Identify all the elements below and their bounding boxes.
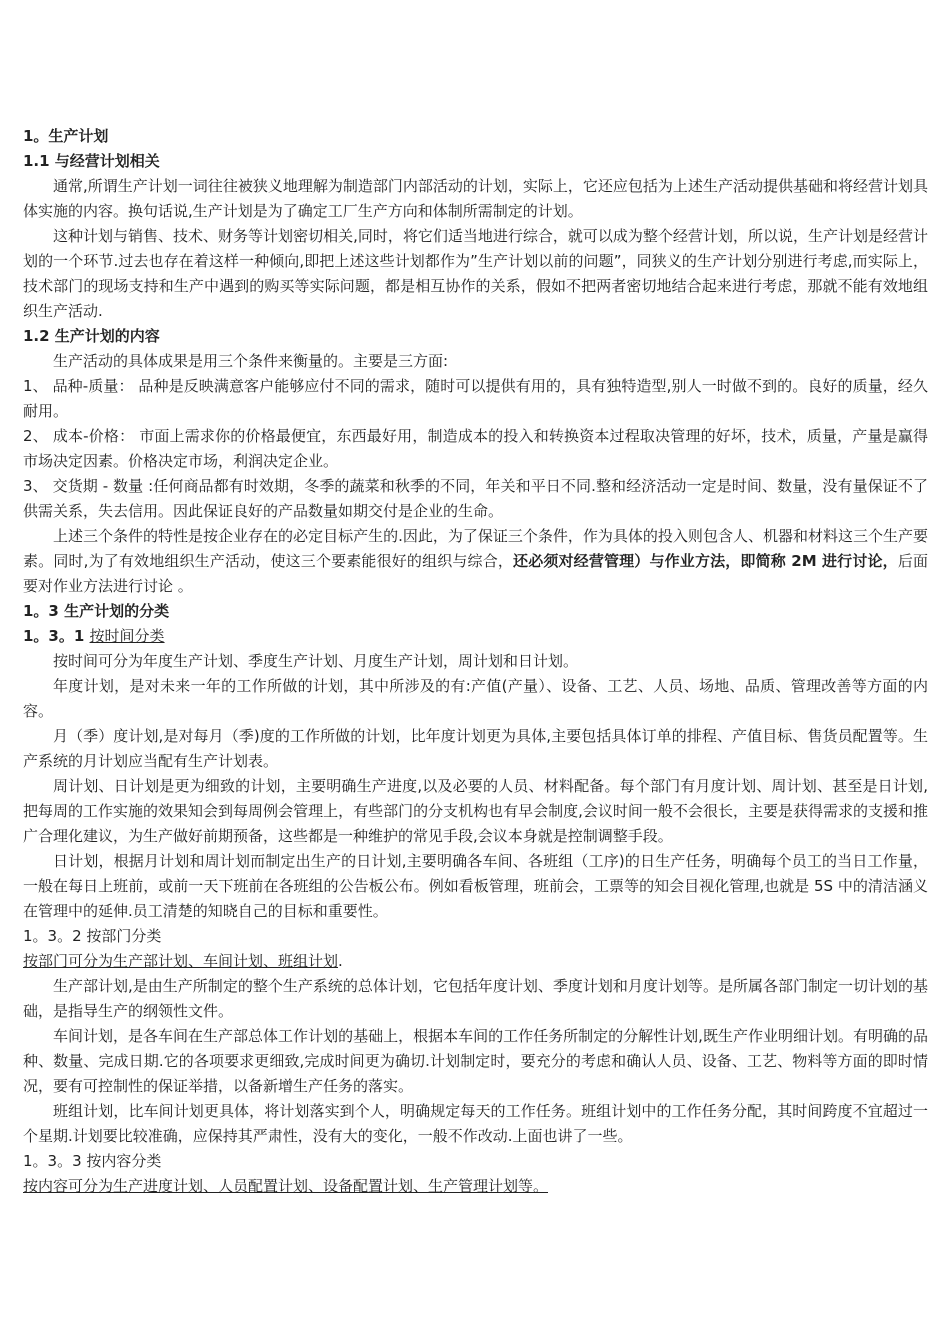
section-heading-1: 1。生产计划	[23, 127, 109, 145]
subsection-heading-1-3-3: 1。3。3 按内容分类	[23, 1152, 162, 1170]
subsection-heading-1-3-2: 1。3。2 按部门分类	[23, 927, 162, 945]
paragraph: 生产部计划,是由生产所制定的整个生产系统的总体计划，它包括年度计划、季度计划和月度计划等。是所属各部门制定一切计划的基础，是指导生产的纲领性文件。	[23, 977, 928, 1020]
paragraph: 车间计划，是各车间在生产部总体工作计划的基础上，根据本车间的工作任务所制定的分解性计划,既生产作业明细计划。有明确的品种、数量、完成日期.它的各项要求更细致,完成时间更为确切.计划制定时，要充分的考虑和确认人员、设备、工艺、物料等方面的即时情况，要有可控制性的保证举措，以备新增生产任务的落实。	[23, 1027, 928, 1095]
bold-text-run: 还必须对经营管理）与作业方法，即简称 2M 进行讨论，	[513, 552, 898, 570]
paragraph: 班组计划，比车间计划更具体，将计划落实到个人，明确规定每天的工作任务。班组计划中的工作任务分配，其时间跨度不宜超过一个星期.计划要比较准确，应保持其严肃性，没有大的变化，一般不作改动.上面也讲了一些。	[23, 1102, 928, 1145]
list-item: 2、 成本-价格： 市面上需求你的价格最便宜，东西最好用，制造成本的投入和转换资本过程取决管理的好坏，技术，质量，产量是赢得市场决定因素。价格决定市场，利润决定企业。	[23, 427, 928, 470]
subsection-heading-1-3-1	[23, 624, 928, 649]
text-run: 后面要对作业方法进行讨论 。	[23, 552, 928, 595]
section-heading-1-3: 1。3 生产计划的分类	[23, 602, 170, 620]
paragraph: 这种计划与销售、技术、财务等计划密切相关,同时，将它们适当地进行综合，就可以成为整个经营计划，所以说，生产计划是经营计划的一个环节.过去也存在着这样一种倾向,即把上述这些计划都作为”生产计划以前的问题”，同狭义的生产计划分别进行考虑,而实际上，技术部门的现场支持和生产中遇到的购买等实际问题，都是相互协作的关系，假如不把两者密切地结合起来进行考虑，那就不能有效地组织生产活动.	[23, 227, 928, 320]
paragraph: 通常,所谓生产计划一词往往被狭义地理解为制造部门内部活动的计划，实际上，它还应包括为上述生产活动提供基础和将经营计划具体实施的内容。换句话说,生产计划是为了确定工厂生产方向和体制所需制定的计划。	[23, 177, 928, 220]
list-item: 1、 品种-质量： 品种是反映满意客户能够应付不同的需求，随时可以提供有用的，具有独特造型,别人一时做不到的。良好的质量，经久耐用。	[23, 377, 928, 420]
underlined-summary: 按部门可分为生产部计划、车间计划、班组计划	[23, 952, 339, 970]
summary-line	[23, 949, 928, 974]
summary-line	[23, 1174, 928, 1199]
subsection-title: 按时间分类	[89, 627, 165, 645]
paragraph: 月（季）度计划,是对每月（季)度的工作所做的计划，比年度计划更为具体,主要包括具体订单的排程、产值目标、售货员配置等。生产系统的月计划应当配有生产计划表。	[23, 727, 928, 770]
document-page	[23, 124, 928, 1199]
paragraph: 年度计划，是对未来一年的工作所做的计划，其中所涉及的有:产值(产量）、设备、工艺、人员、场地、品质、管理改善等方面的内容。	[23, 677, 928, 720]
text-run: .	[338, 952, 343, 970]
subsection-number: 1。3。1	[23, 627, 90, 645]
section-heading-1-1: 1.1 与经营计划相关	[23, 152, 160, 170]
paragraph	[23, 524, 928, 599]
paragraph: 周计划、日计划是更为细致的计划，主要明确生产进度,以及必要的人员、材料配备。每个部门有月度计划、周计划、甚至是日计划,把每周的工作实施的效果知会到每周例会管理上，有些部门的分支机构也有早会制度,会议时间一般不会很长，主要是获得需求的支援和推广合理化建议，为生产做好前期预备，这些都是一种维护的常见手段,会议本身就是控制调整手段。	[23, 777, 928, 845]
paragraph: 生产活动的具体成果是用三个条件来衡量的。主要是三方面:	[53, 352, 449, 370]
text-run: 上述三个条件的特性是按企业存在的必定目标产生的.因此，为了保证三个条件，作为具体的投入则包含人、机器和材料这三个生产要素。同时,为了有效地组织生产活动，使这三个要素能很好的组织与综合，	[23, 527, 928, 570]
section-heading-1-2: 1.2 生产计划的内容	[23, 327, 160, 345]
list-item: 3、 交货期 - 数量 :任何商品都有时效期，冬季的蔬菜和秋季的不同，年关和平日不同.整和经济活动一定是时间、数量，没有量保证不了供需关系，失去信用。因此保证良好的产品数量如期交付是企业的生命。	[23, 477, 928, 520]
underlined-summary: 按内容可分为生产进度计划、人员配置计划、设备配置计划、生产管理计划等。	[23, 1177, 549, 1195]
paragraph: 日计划，根据月计划和周计划而制定出生产的日计划,主要明确各车间、各班组（工序)的日生产任务，明确每个员工的当日工作量，一般在每日上班前，或前一天下班前在各班组的公告板公布。例如看板管理，班前会，工票等的知会目视化管理,也就是 5S 中的清洁涵义在管理中的延伸.员工清楚的知晓自己的目标和重要性。	[23, 852, 928, 920]
paragraph: 按时间可分为年度生产计划、季度生产计划、月度生产计划，周计划和日计划。	[53, 652, 579, 670]
